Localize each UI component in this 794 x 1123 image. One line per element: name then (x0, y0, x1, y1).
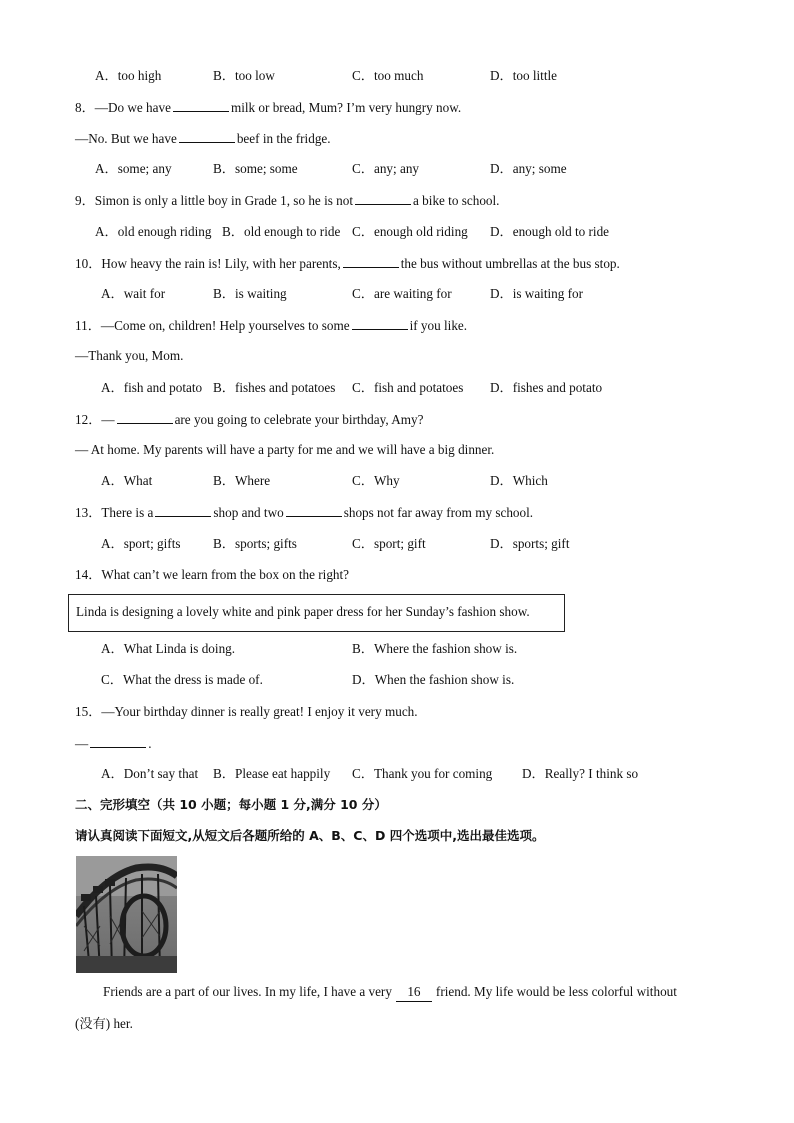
q12-reply: — At home. My parents will have a party for me and we will have a big dinner. (75, 442, 495, 457)
q14-question: 14．What can’t we learn from the box on the right? (75, 567, 350, 582)
q9-option-d: D．enough old to ride (490, 224, 610, 239)
q12-option-b: B．Where (213, 473, 271, 488)
section-instruction: 请认真阅读下面短文,从短文后各题所给的 A、B、C、D 四个选项中,选出最佳选项。 (75, 828, 545, 843)
q15-question: 15．—Your birthday dinner is really great! I enjoy it very much. (75, 704, 418, 719)
q8-text-pre: 8．—Do we have (75, 100, 171, 115)
q13-text-post: shops not far away from my school. (343, 505, 534, 520)
q8-option-b: B．some; some (213, 161, 298, 176)
answer-blank (352, 316, 408, 330)
q7-option-b: B．too low (213, 68, 275, 83)
q13-question (75, 503, 533, 522)
q8-reply-post: beef in the fridge. (236, 131, 331, 146)
answer-blank (90, 734, 146, 748)
passage-line-1 (103, 983, 677, 1002)
q9-option-c: C．enough old riding (352, 224, 468, 239)
answer-blank (343, 254, 399, 268)
q8-option-c: C．any; any (352, 161, 420, 176)
q10-option-a: A．wait for (101, 286, 166, 301)
q12-option-c: C．Why (352, 473, 400, 488)
q10-question (75, 254, 620, 273)
q8-text-post: milk or bread, Mum? I’m very hungry now. (230, 100, 462, 115)
answer-blank (155, 503, 211, 517)
q10-option-d: D．is waiting for (490, 286, 584, 301)
q10-option-b: B．is waiting (213, 286, 287, 301)
answer-blank (173, 98, 229, 112)
q12-text-pre: 12．— (75, 412, 115, 427)
q15-reply-pre: — (75, 736, 89, 751)
q13-option-c: C．sport; gift (352, 536, 426, 551)
q13-option-b: B．sports; gifts (213, 536, 297, 551)
q13-text-pre: 13．There is a (75, 505, 154, 520)
q11-option-a: A．fish and potato (101, 380, 203, 395)
q13-option-d: D．sports; gift (490, 536, 570, 551)
q15-option-d: D．Really? I think so (522, 766, 639, 781)
q15-option-c: C．Thank you for coming (352, 766, 493, 781)
q14-option-d: D．When the fashion show is. (352, 672, 515, 687)
q7-option-c: C．too much (352, 68, 424, 83)
q15-option-a: A．Don’t say that (101, 766, 199, 781)
passage-line-2: (没有) her. (75, 1016, 133, 1031)
q15-reply-post: . (148, 736, 152, 751)
q8-question (75, 98, 461, 117)
answer-blank (286, 503, 342, 517)
q8-reply (75, 129, 331, 148)
passage-text-pre: Friends are a part of our lives. In my life, I have a very (103, 984, 392, 999)
roller-coaster-photo (76, 856, 177, 973)
q11-option-b: B．fishes and potatoes (213, 380, 336, 395)
q7-option-a: A．too high (95, 68, 162, 83)
blank-number-16: 16 (396, 983, 432, 1002)
q10-text-post: the bus without umbrellas at the bus stop. (400, 256, 620, 271)
q10-option-c: C．are waiting for (352, 286, 452, 301)
section-heading: 二、完形填空（共 10 小题；每小题 1 分,满分 10 分） (75, 797, 387, 812)
q14-text-box (68, 594, 565, 632)
q13-text-mid: shop and two (213, 505, 284, 520)
q9-question (75, 191, 499, 210)
q12-option-d: D．Which (490, 473, 548, 488)
q14-option-b: B．Where the fashion show is. (352, 641, 518, 656)
q11-option-d: D．fishes and potato (490, 380, 603, 395)
q8-option-a: A．some; any (95, 161, 172, 176)
q14-option-c: C．What the dress is made of. (101, 672, 263, 687)
q13-option-a: A．sport; gifts (101, 536, 181, 551)
q11-question (75, 316, 467, 335)
q11-option-c: C．fish and potatoes (352, 380, 464, 395)
q8-reply-pre: —No. But we have (75, 131, 177, 146)
q9-option-a: A．old enough riding (95, 224, 212, 239)
q15-reply (75, 734, 151, 753)
answer-blank (117, 410, 173, 424)
q11-text-pre: 11．—Come on, children! Help yourselves to some (75, 318, 350, 333)
q11-text-post: if you like. (409, 318, 468, 333)
q12-question (75, 410, 423, 429)
q15-option-b: B．Please eat happily (213, 766, 331, 781)
answer-blank (179, 129, 235, 143)
passage-text-post: friend. My life would be less colorful without (435, 984, 677, 999)
q7-option-d: D．too little (490, 68, 558, 83)
answer-blank (355, 191, 411, 205)
q12-text-post: are you going to celebrate your birthday, Amy? (174, 412, 424, 427)
q8-option-d: D．any; some (490, 161, 567, 176)
q9-text-post: a bike to school. (413, 193, 500, 208)
q9-text-pre: 9．Simon is only a little boy in Grade 1, so he is not (75, 193, 354, 208)
q9-option-b: B．old enough to ride (222, 224, 341, 239)
q14-option-a: A．What Linda is doing. (101, 641, 236, 656)
q12-option-a: A．What (101, 473, 153, 488)
q10-text-pre: 10．How heavy the rain is! Lily, with her parents, (75, 256, 341, 271)
q14-box-text: Linda is designing a lovely white and pink paper dress for her Sunday’s fashion show. (76, 604, 530, 619)
q11-reply: —Thank you, Mom. (75, 348, 184, 363)
